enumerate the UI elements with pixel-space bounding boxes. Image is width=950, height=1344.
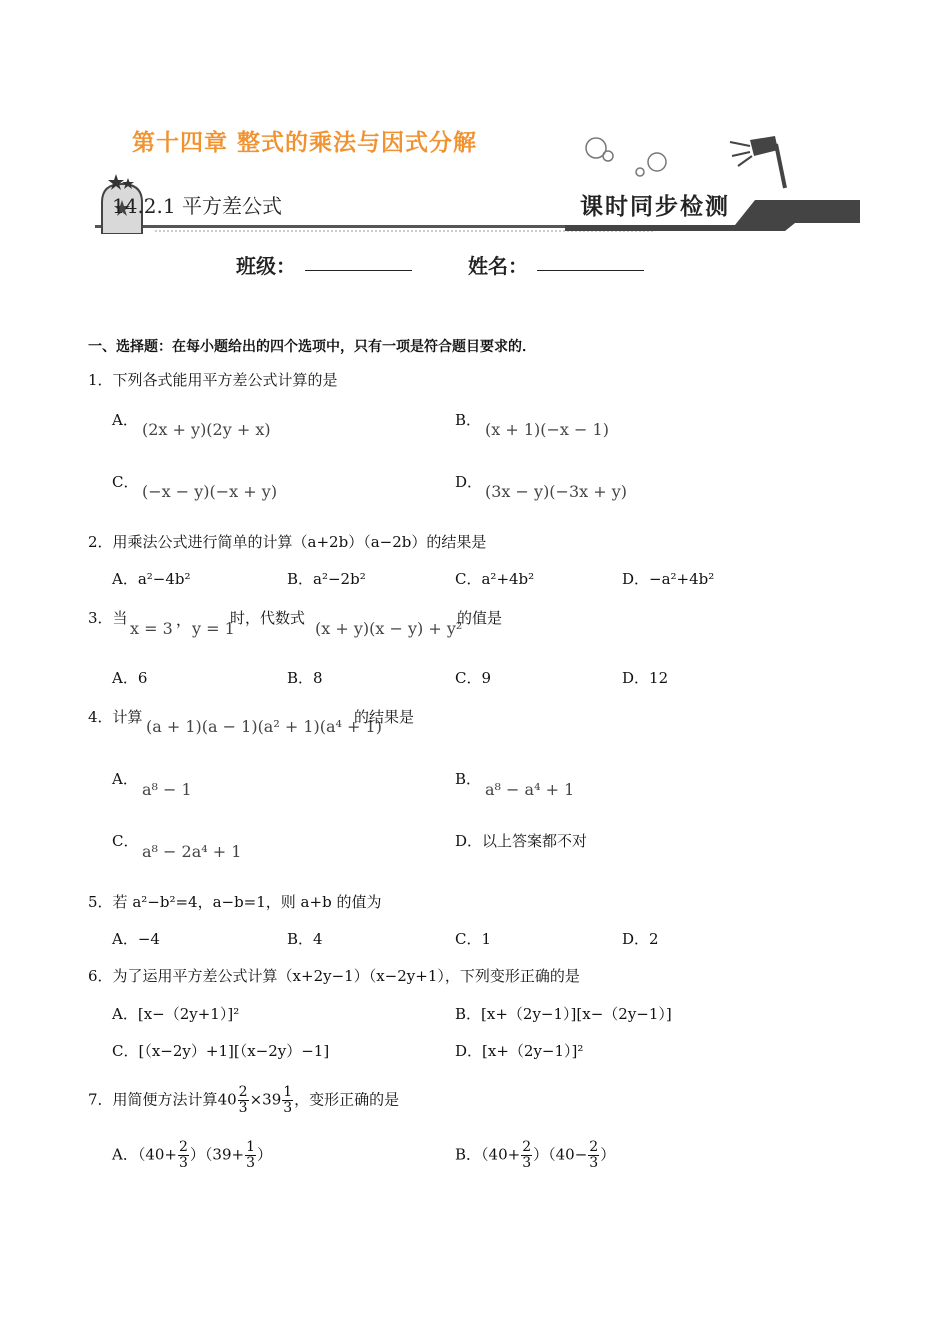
section-one-title: 一、选择题：在每小题给出的四个选项中，只有一项是符合题目要求的． [88,339,536,355]
q3-cond-x: x = 3 [130,619,173,638]
q1-option-d-expr: (3x − y)(−3x + y) [485,482,628,501]
q5-option-b[interactable]: B．4 [287,930,323,948]
name-field[interactable] [537,270,644,271]
q4-option-b[interactable]: B． [455,770,482,788]
q1-option-c-expr: (−x − y)(−x + y) [142,482,278,501]
q4-option-c[interactable]: C． [112,832,139,850]
q5-option-d[interactable]: D．2 [622,930,659,948]
q7b-fraction-1: $\frac{2}{3}$ [522,1139,532,1171]
q3-option-c[interactable]: C．9 [455,669,492,687]
q7-option-b[interactable]: B．（40+ $\frac{2}{3}$ ）（40− $\frac{2}{3}$ ） [455,1139,616,1171]
q4-option-b-expr: a⁸ − a⁴ + 1 [485,780,575,799]
question-2 [88,532,486,552]
question-5 [88,892,381,912]
q7b-fraction-2: $\frac{2}{3}$ [589,1139,599,1171]
q7-option-a[interactable]: A．（40+ $\frac{2}{3}$ ）（39+ $\frac{1}{3}$ ） [112,1139,273,1171]
question-4: 4．计算 [88,708,143,726]
q2-option-b[interactable]: B．a²−2b² [287,570,366,588]
sync-label: 课时同步检测 [580,193,730,220]
question-7: 7．用简便方法计算40 $\frac{2}{3}$ ×39 $\frac{1}{3}$ ，变形正确的是 [88,1084,400,1116]
q3-option-d[interactable]: D．12 [622,669,669,687]
q7a-fraction-1: $\frac{2}{3}$ [179,1139,188,1171]
q3-text-mid: 时，代数式 [230,609,306,627]
question-text: 若 a²−b²=4，a−b=1，则 a+b 的值为 [112,893,382,911]
class-label: 班级： [236,254,296,278]
q2-option-c[interactable]: C．a²+4b² [455,570,535,588]
question-number: 7． [88,1090,113,1109]
q1-option-d[interactable]: D． [455,473,483,491]
q3-sep: ， [176,611,192,629]
question-number: 4． [88,708,113,726]
q1-option-c[interactable]: C． [112,473,139,491]
section-title: 14.2.1 平方差公式 [112,194,282,218]
q3-option-b[interactable]: B．8 [287,669,323,687]
class-field[interactable] [305,270,412,271]
q4-option-c-expr: a⁸ − 2a⁴ + 1 [142,842,242,861]
q1-option-b-expr: (x + 1)(−x − 1) [485,420,609,439]
q1-option-b[interactable]: B． [455,411,482,429]
question-text: 下列各式能用平方差公式计算的是 [112,371,338,389]
q5-option-c[interactable]: C．1 [455,930,492,948]
q6-option-d[interactable]: D．[x+（2y−1）]² [455,1042,584,1060]
q3-option-a[interactable]: A．6 [112,669,148,687]
question-6 [88,966,580,986]
name-label: 姓名： [468,254,528,278]
question-text: 为了运用平方差公式计算（x+2y−1）（x−2y+1），下列变形正确的是 [112,967,580,985]
question-number: 1． [88,371,113,389]
chapter-title: 第十四章 整式的乘法与因式分解 [132,130,478,156]
q7-fraction-1: $\frac{2}{3}$ [238,1084,248,1116]
question-number: 5． [88,893,113,911]
q4-option-a-expr: a⁸ − 1 [142,780,192,799]
q6-option-a[interactable]: A．[x−（2y+1）]² [112,1005,240,1023]
q6-option-b[interactable]: B．[x+（2y−1）][x−（2y−1）] [455,1005,672,1023]
q7-fraction-2: $\frac{1}{3}$ [283,1084,293,1116]
question-number: 3． [88,609,113,627]
question-3: 3．当 [88,609,128,627]
q4-option-d[interactable]: D．以上答案都不对 [455,832,588,850]
q1-option-a[interactable]: A． [112,411,138,429]
q7a-fraction-2: $\frac{1}{3}$ [246,1139,255,1171]
q2-option-a[interactable]: A．a²−4b² [112,570,191,588]
question-text: 用乘法公式进行简单的计算（a+2b）（a−2b）的结果是 [112,533,487,551]
question-1 [88,370,338,390]
q6-option-c[interactable]: C．[（x−2y）+1][（x−2y）−1] [112,1042,330,1060]
q3-expression: (x + y)(x − y) + y² [315,619,463,638]
q4-expression: (a + 1)(a − 1)(a² + 1)(a⁴ + 1) [146,717,382,736]
q3-text-post: 的值是 [457,609,503,627]
q3-cond-y: y = 1 [192,619,235,638]
q4-option-a[interactable]: A． [112,770,138,788]
question-number: 2． [88,533,113,551]
q4-text-post: 的结果是 [354,708,415,726]
question-number: 6． [88,967,113,985]
q2-option-d[interactable]: D．−a²+4b² [622,570,715,588]
q1-option-a-expr: (2x + y)(2y + x) [142,420,271,439]
q5-option-a[interactable]: A．−4 [112,930,160,948]
